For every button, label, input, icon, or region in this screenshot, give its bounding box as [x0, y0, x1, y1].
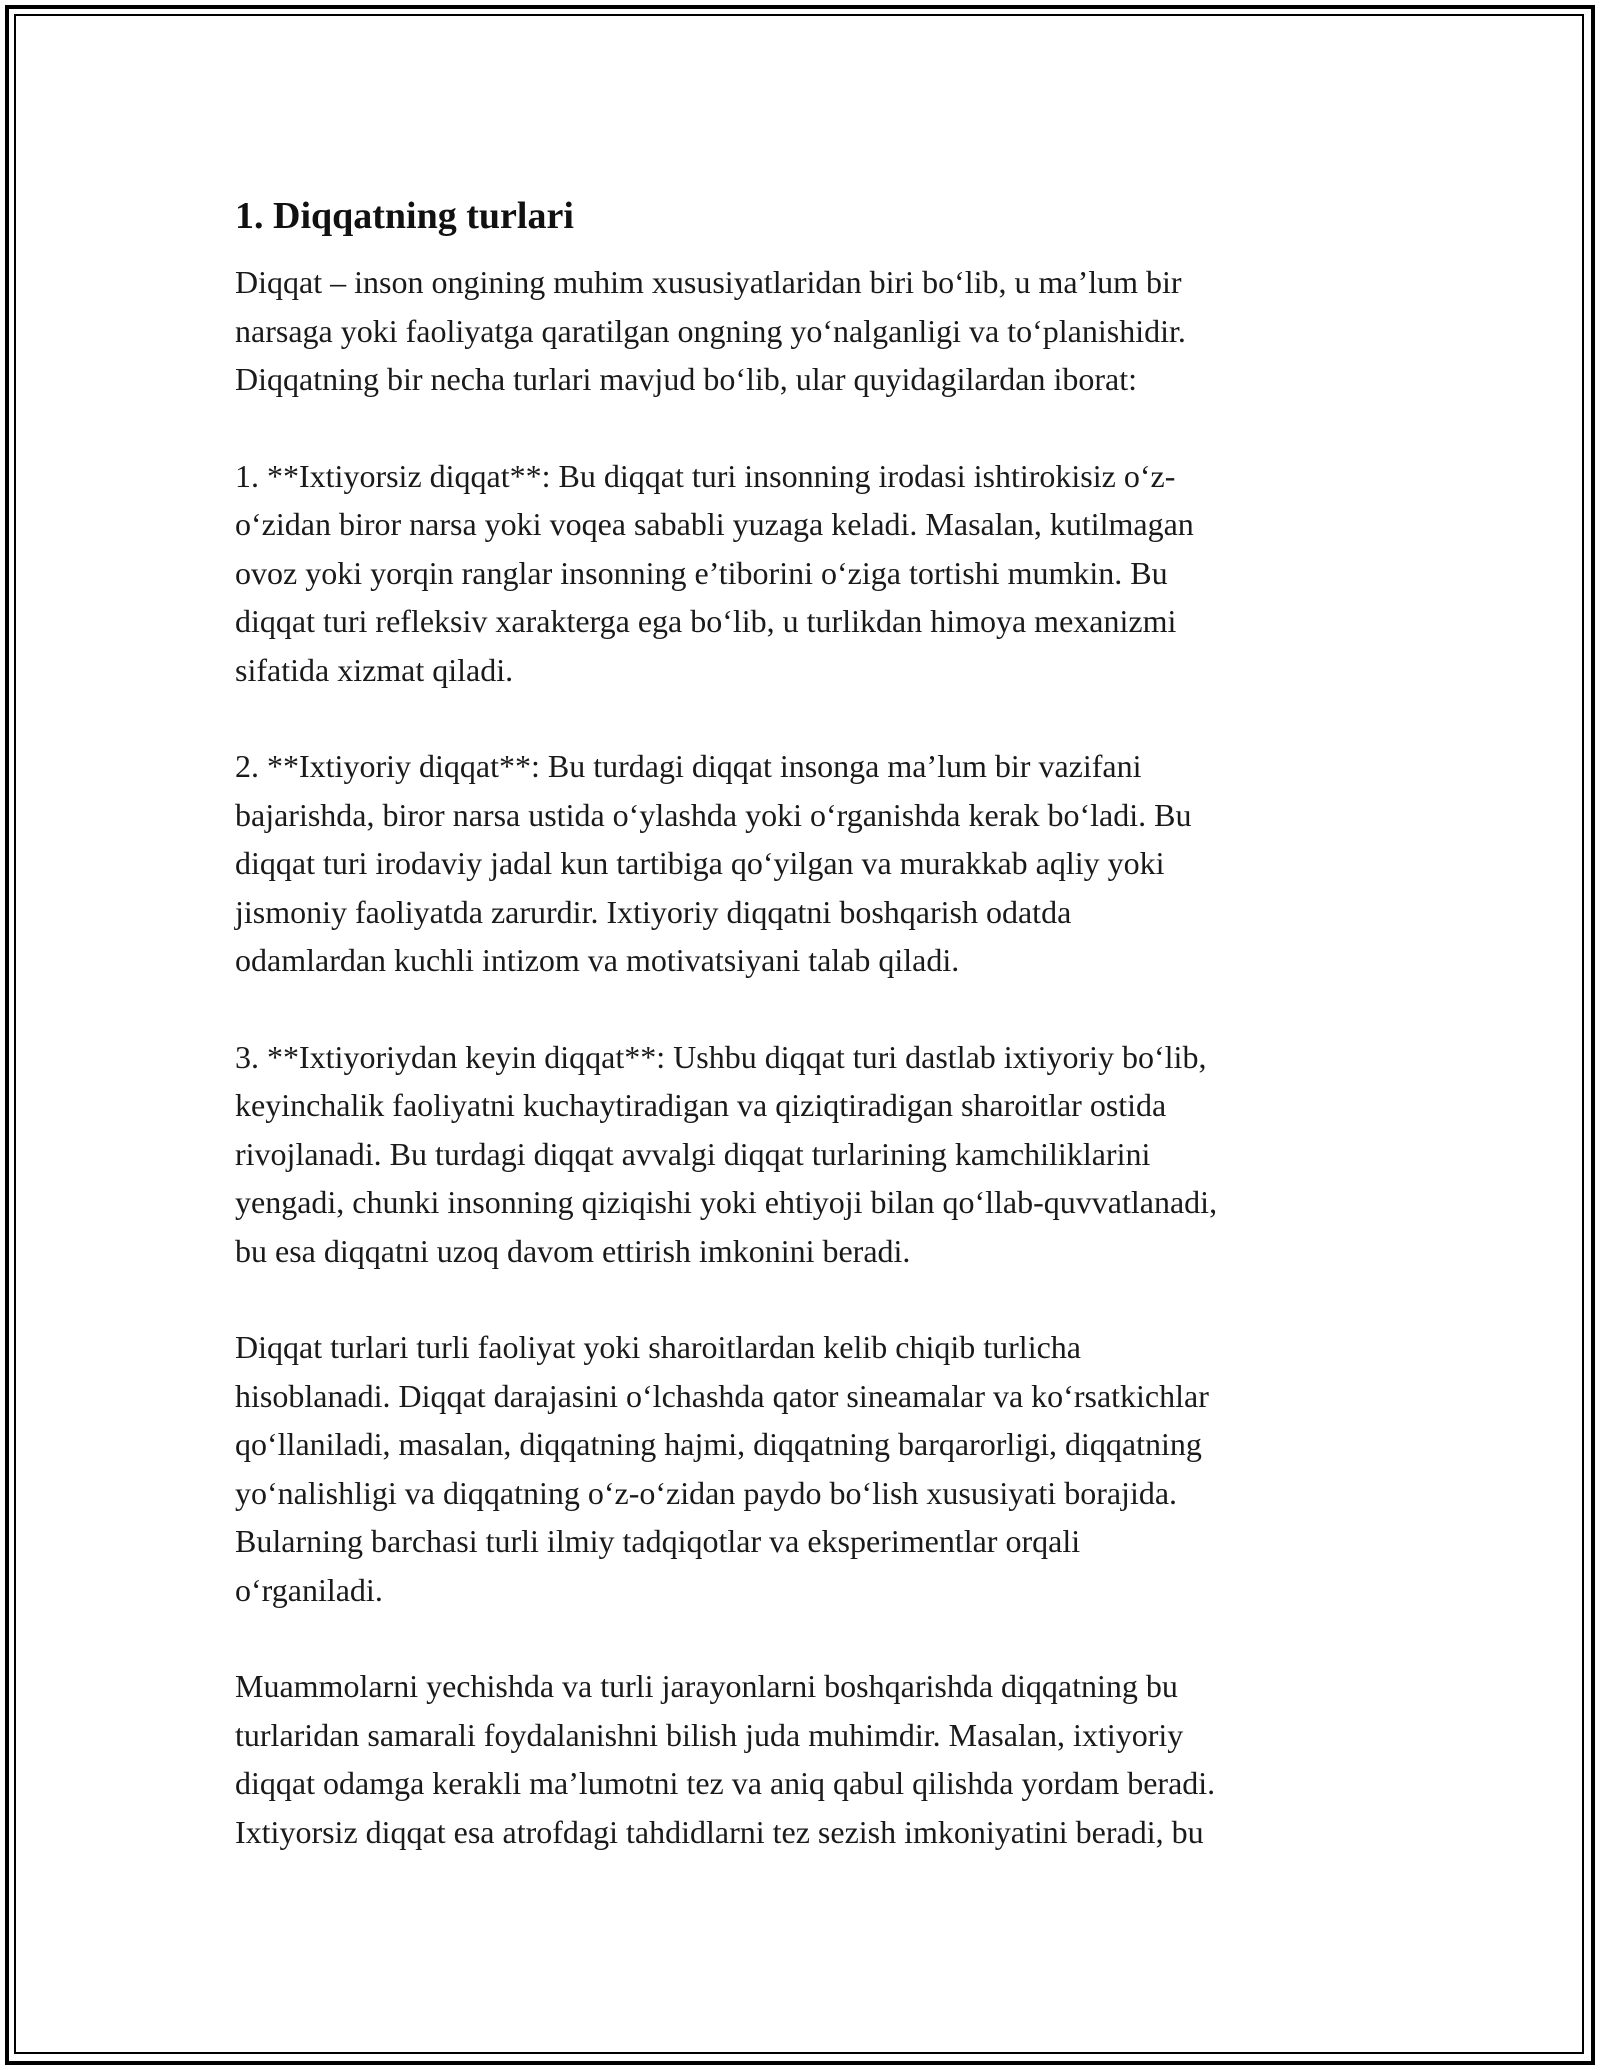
section-heading: 1. Diqqatning turlari	[235, 195, 574, 237]
paragraph-intro: Diqqat – inson ongining muhim xususiyatlaridan biri bo‘lib, u ma’lum bir narsaga yoki faoliyatga qaratilgan ongning yo‘nalganligi va to‘planishidir. Diqqatning bir necha turlari mavjud bo‘lib, ular quyidagilardan iborat:	[235, 264, 1186, 397]
paragraph-attention-measurement: Diqqat turlari turli faoliyat yoki sharoitlardan kelib chiqib turlicha hisoblanadi. Diqqat darajasini o‘lchashda qator sineamalar va ko‘rsatkichlar qo‘llaniladi, masalan, diqqatning hajmi, diqqatning barqarorligi, diqqatning yo‘nalishligi va diqqatning o‘z-o‘zidan paydo bo‘lish xususiyati borajida. Bularning barchasi turli ilmiy tadqiqotlar va eksperimentlar orqali o‘rganiladi.	[235, 1329, 1209, 1608]
document-body	[235, 188, 1365, 1904]
paragraph-involuntary-attention: 1. **Ixtiyorsiz diqqat**: Bu diqqat turi insonning irodasi ishtirokisiz o‘z- o‘zidan biror narsa yoki voqea sababli yuzaga keladi. Masalan, kutilmagan ovoz yoki yorqin ranglar insonning e’tiborini o‘ziga tortishi mumkin. Bu diqqat turi refleksiv xarakterga ega bo‘lib, u turlikdan himoya mexanizmi sifatida xizmat qiladi.	[235, 457, 1194, 688]
paragraph-post-voluntary-attention: 3. **Ixtiyoriydan keyin diqqat**: Ushbu diqqat turi dastlab ixtiyoriy bo‘lib, keyinchalik faoliyatni kuchaytiradigan va qiziqtiradigan sharoitlar ostida rivojlanadi. Bu turdagi diqqat avvalgi diqqat turlarining kamchiliklarini yengadi, chunki insonning qiziqishi yoki ehtiyoji bilan qo‘llab-quvvatlanadi, bu esa diqqatni uzoq davom ettirish imkonini beradi.	[235, 1038, 1218, 1269]
paragraph-voluntary-attention: 2. **Ixtiyoriy diqqat**: Bu turdagi diqqat insonga ma’lum bir vazifani bajarishda, biror narsa ustida o‘ylashda yoki o‘rganishda kerak bo‘ladi. Bu diqqat turi irodaviy jadal kun tartibiga qo‘yilgan va murakkab aqliy yoki jismoniy faoliyatda zarurdir. Ixtiyoriy diqqatni boshqarish odatda odamlardan kuchli intizom va motivatsiyani talab qiladi.	[235, 748, 1192, 978]
paragraph-problem-solving: Muammolarni yechishda va turli jarayonlarni boshqarishda diqqatning bu turlaridan samarali foydalanishni bilish juda muhimdir. Masalan, ixtiyoriy diqqat odamga kerakli ma’lumotni tez va aniq qabul qilishda yordam beradi. Ixtiyorsiz diqqat esa atrofdagi tahdidlarni tez sezish imkoniyatini beradi, bu	[235, 1668, 1216, 1850]
